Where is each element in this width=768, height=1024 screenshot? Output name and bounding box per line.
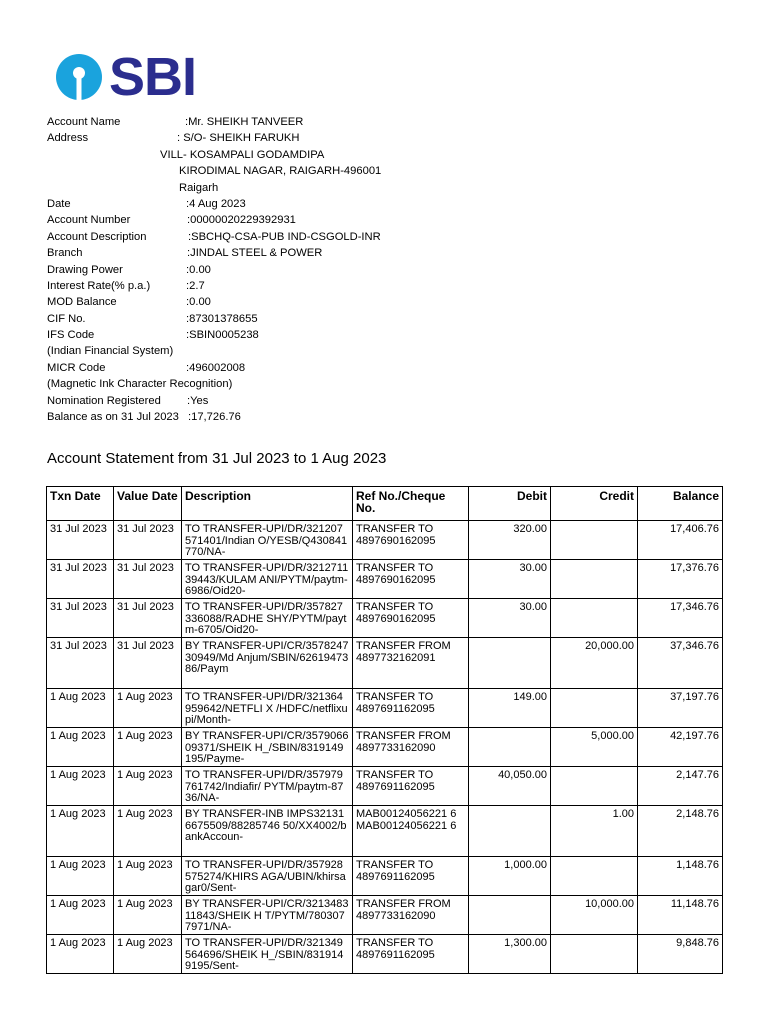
cell-value-date: 1 Aug 2023 [114,689,182,728]
account-info-value: Raigarh [179,181,219,194]
table-row [47,599,723,638]
cell-balance: 9,848.76 [638,935,723,974]
cell-description: BY TRANSFER-UPI/CR/321348311843/SHEIK H T/PYTM/7803077971/NA- [182,896,353,935]
cell-txn-date: 1 Aug 2023 [47,857,114,896]
cell-txn-date: 1 Aug 2023 [47,896,114,935]
account-info-row [47,262,747,278]
cell-description: TO TRANSFER-UPI/DR/321349564696/SHEIK H_/SBIN/8319149195/Sent- [182,935,353,974]
cell-credit [551,560,638,599]
cell-debit: 149.00 [469,689,551,728]
cell-description: TO TRANSFER-UPI/DR/321364959642/NETFLI X /HDFC/netflixupi/Month- [182,689,353,728]
cell-debit [469,638,551,689]
cell-txn-date: 31 Jul 2023 [47,560,114,599]
cell-value-date: 31 Jul 2023 [114,638,182,689]
account-info-value: :496002008 [186,361,246,374]
account-info-value: :Mr. SHEIKH TANVEER [185,116,304,128]
cell-ref-no: TRANSFER TO 4897691162095 [353,767,469,806]
cell-value-date: 31 Jul 2023 [114,521,182,560]
cell-debit: 1,000.00 [469,857,551,896]
table-row [47,638,723,689]
cell-value-date: 1 Aug 2023 [114,767,182,806]
sbi-logo-text: SBI [109,47,197,107]
header-txn-date: Txn Date [47,487,114,521]
account-info-value: : S/O- SHEIKH FARUKH [177,132,300,145]
account-info-row [47,229,747,245]
header-value-date: Value Date [114,487,182,521]
cell-description: TO TRANSFER-UPI/DR/357827336088/RADHE SHY/PYTM/paytm-6705/Oid20- [182,599,353,638]
account-info-label: Nomination Registered [47,394,161,407]
cell-value-date: 31 Jul 2023 [114,560,182,599]
account-info-value: VILL- KOSAMPALI GODAMDIPA [160,148,325,161]
account-info-label: CIF No. [47,312,86,325]
cell-txn-date: 1 Aug 2023 [47,767,114,806]
account-info-row [47,180,747,196]
table-row [47,521,723,560]
account-info-label: Address [47,132,89,145]
cell-balance: 11,148.76 [638,896,723,935]
account-info [47,114,747,425]
cell-balance: 17,406.76 [638,521,723,560]
account-info-label: Date [47,197,71,210]
cell-debit: 30.00 [469,599,551,638]
cell-txn-date: 1 Aug 2023 [47,935,114,974]
account-info-value: :Yes [187,394,209,407]
account-info-row [47,147,747,163]
sbi-keyhole-icon [55,53,103,101]
account-info-label: Account Name [47,116,121,128]
cell-debit: 40,050.00 [469,767,551,806]
account-info-value: :2.7 [186,279,205,292]
table-header-row [47,487,723,521]
cell-balance: 37,346.76 [638,638,723,689]
cell-ref-no: TRANSFER TO 4897690162095 [353,599,469,638]
account-info-value: KIRODIMAL NAGAR, RAIGARH-496001 [179,165,382,178]
account-info-value: :0.00 [186,263,211,276]
table-row [47,689,723,728]
account-info-value: :SBCHQ-CSA-PUB IND-CSGOLD-INR [188,230,381,243]
cell-ref-no: TRANSFER TO 4897690162095 [353,560,469,599]
cell-value-date: 1 Aug 2023 [114,935,182,974]
account-info-label: MOD Balance [47,296,117,309]
header-balance: Balance [638,487,723,521]
header-debit: Debit [469,487,551,521]
cell-balance: 42,197.76 [638,728,723,767]
account-info-value: :JINDAL STEEL & POWER [187,247,323,260]
cell-balance: 17,376.76 [638,560,723,599]
account-info-label: Branch [47,247,83,260]
account-info-value: :87301378655 [186,312,258,325]
cell-ref-no: TRANSFER FROM 4897733162090 [353,728,469,767]
cell-credit: 1.00 [551,806,638,857]
account-info-row [47,196,747,212]
cell-txn-date: 31 Jul 2023 [47,638,114,689]
table-row [47,857,723,896]
cell-balance: 2,147.76 [638,767,723,806]
cell-balance: 17,346.76 [638,599,723,638]
account-info-label: IFS Code [47,329,95,342]
cell-credit [551,521,638,560]
cell-ref-no: TRANSFER TO 4897691162095 [353,935,469,974]
account-info-row [47,327,747,343]
cell-ref-no: TRANSFER FROM 4897733162090 [353,896,469,935]
cell-txn-date: 1 Aug 2023 [47,728,114,767]
cell-value-date: 1 Aug 2023 [114,728,182,767]
cell-debit [469,896,551,935]
table-row [47,935,723,974]
cell-credit [551,599,638,638]
account-info-label: Interest Rate(% p.a.) [47,279,151,292]
cell-ref-no: MAB00124056221 6 MAB00124056221 6 [353,806,469,857]
header-credit: Credit [551,487,638,521]
account-info-row [47,114,747,130]
account-info-label: Balance as on 31 Jul 2023 [47,411,179,424]
cell-credit: 5,000.00 [551,728,638,767]
cell-description: TO TRANSFER-UPI/DR/357928575274/KHIRS AGA/UBIN/khirsagar0/Sent- [182,857,353,896]
account-info-row [47,294,747,310]
sbi-logo [55,47,197,107]
cell-txn-date: 1 Aug 2023 [47,689,114,728]
cell-txn-date: 31 Jul 2023 [47,599,114,638]
account-info-row [47,163,747,179]
account-info-label: (Magnetic Ink Character Recognition) [47,378,233,391]
cell-balance: 2,148.76 [638,806,723,857]
cell-debit: 320.00 [469,521,551,560]
account-info-label: (Indian Financial System) [47,345,174,358]
cell-credit [551,935,638,974]
cell-ref-no: TRANSFER TO 4897691162095 [353,689,469,728]
account-info-row [47,409,747,425]
account-info-label: Account Description [47,230,147,243]
cell-credit: 20,000.00 [551,638,638,689]
cell-debit: 1,300.00 [469,935,551,974]
cell-description: TO TRANSFER-UPI/DR/357979761742/Indiafir/ PYTM/paytm-8736/NA- [182,767,353,806]
header-ref-no: Ref No./Cheque No. [353,487,469,521]
cell-balance: 37,197.76 [638,689,723,728]
account-info-label: MICR Code [47,361,106,374]
account-info-row [47,311,747,327]
cell-value-date: 1 Aug 2023 [114,806,182,857]
table-row [47,806,723,857]
cell-ref-no: TRANSFER TO 4897690162095 [353,521,469,560]
cell-description: BY TRANSFER-INB IMPS321316675509/88285746 50/XX4002/bankAccoun- [182,806,353,857]
account-info-value: :0.00 [186,296,211,309]
cell-credit [551,689,638,728]
cell-debit [469,728,551,767]
account-info-row [47,130,747,146]
cell-value-date: 1 Aug 2023 [114,896,182,935]
account-info-value: :4 Aug 2023 [186,197,246,210]
account-info-label: Account Number [47,214,131,227]
account-info-row [47,393,747,409]
account-info-value: :00000020229392931 [187,214,296,227]
cell-credit [551,857,638,896]
statement-title: Account Statement from 31 Jul 2023 to 1 Aug 2023 [47,450,387,467]
table-row [47,767,723,806]
account-info-label: Drawing Power [47,263,123,276]
cell-description: BY TRANSFER-UPI/CR/357824730949/Md Anjum/SBIN/6261947386/Paym [182,638,353,689]
cell-description: TO TRANSFER-UPI/DR/321271139443/KULAM ANI/PYTM/paytm-6986/Oid20- [182,560,353,599]
cell-balance: 1,148.76 [638,857,723,896]
cell-ref-no: TRANSFER TO 4897691162095 [353,857,469,896]
cell-value-date: 31 Jul 2023 [114,599,182,638]
account-info-row [47,343,747,359]
transactions-table [46,486,723,974]
cell-ref-no: TRANSFER FROM 4897732162091 [353,638,469,689]
account-info-row [47,278,747,294]
cell-credit [551,767,638,806]
account-info-row [47,360,747,376]
table-row [47,728,723,767]
cell-value-date: 1 Aug 2023 [114,857,182,896]
cell-txn-date: 31 Jul 2023 [47,521,114,560]
cell-description: TO TRANSFER-UPI/DR/321207571401/Indian O/YESB/Q430841770/NA- [182,521,353,560]
account-info-value: :17,726.76 [188,411,241,424]
account-info-row [47,245,747,261]
account-info-value: :SBIN0005238 [186,329,259,342]
header-description: Description [182,487,353,521]
cell-debit: 30.00 [469,560,551,599]
cell-txn-date: 1 Aug 2023 [47,806,114,857]
cell-description: BY TRANSFER-UPI/CR/357906609371/SHEIK H_/SBIN/8319149195/Payme- [182,728,353,767]
account-info-row [47,376,747,392]
cell-debit [469,806,551,857]
table-row [47,896,723,935]
account-info-row [47,212,747,228]
cell-credit: 10,000.00 [551,896,638,935]
table-row [47,560,723,599]
